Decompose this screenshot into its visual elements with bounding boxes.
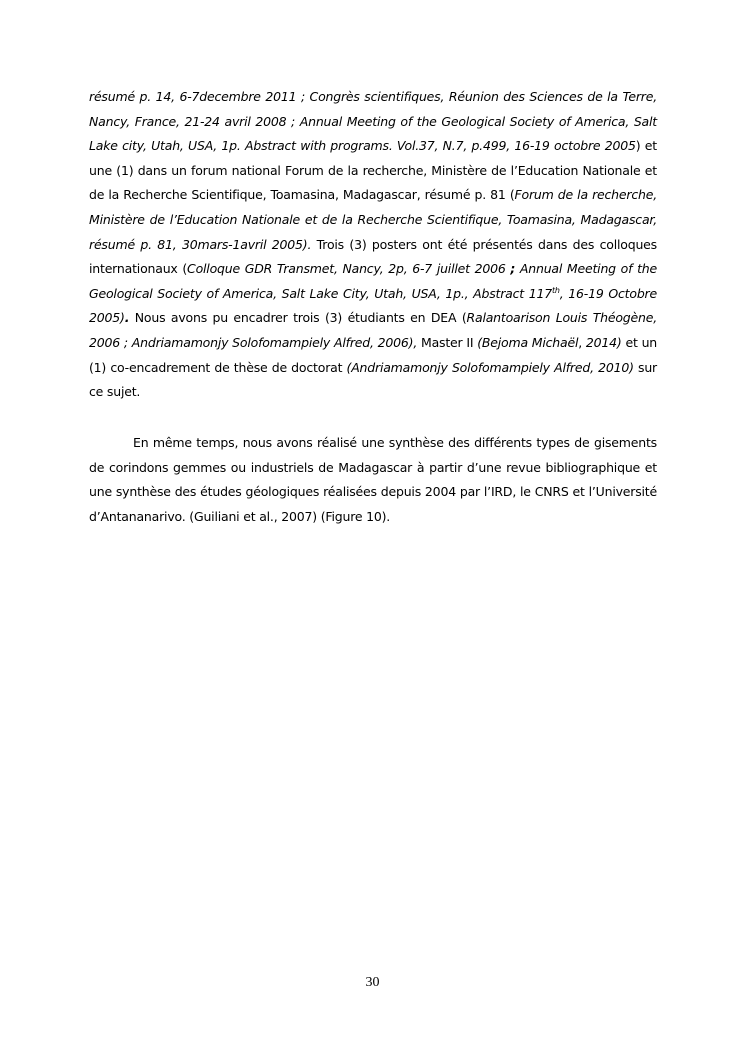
citation-text: (Bejoma Michaël <box>477 334 579 350</box>
paragraph-2: En même temps, nous avons réalisé une synthèse des différents types de gisements de corindons gemmes ou industriels de Madagascar à partir d’une revue bibliographique et une synthèse des études géologiques réalisées depuis 2004 par l’IRD, le CNRS et l’Université d’Antananarivo. (Guiliani et al., 2007) (Figure 10). <box>89 435 657 524</box>
bold-separator: . <box>124 310 130 326</box>
bold-separator: ; <box>510 261 516 277</box>
body-text: et un (1) co-encadrement de thèse de doctorat <box>89 334 658 375</box>
citation-text: , 16-19 Octobre 2005) <box>89 285 657 326</box>
body-text: sur ce sujet. <box>89 359 657 400</box>
body-text: Trois (3) posters ont été présentés dans des colloques internationaux ( <box>89 236 657 277</box>
paragraph-1 <box>89 85 657 405</box>
page-number: 30 <box>365 975 380 990</box>
superscript-text: th <box>551 285 560 295</box>
body-text: ) et une (1) dans un forum national Forum de la recherche, Ministère de l’Education Nationale et de la Recherche Scientifique, Toamasina, Madagascar, résumé p. 81 ( <box>89 138 657 203</box>
body-text: Master II <box>417 334 478 350</box>
citation-text: résumé p. 14, 6-7decembre 2011 ; Congrès scientifiques, Réunion des Sciences de la Terre, Nancy, France, 21-24 avril 2008 ; Annual Meeting of the Geological Society of America, Salt Lake city, Utah, USA, 1p. Abstract with programs. Vol.37, N.7, p.499, 16-19 octobre 2005 <box>89 89 657 154</box>
body-text: Nous avons pu encadrer trois (3) étudiants en DEA ( <box>129 310 467 326</box>
citation-text: Ralantoarison Louis Théogène, 2006 ; Andriamamonjy Solofomampiely Alfred, 2006), <box>89 310 657 350</box>
body-text: , <box>578 334 586 350</box>
citation-text: Colloque GDR Transmet, Nancy, 2p, 6-7 juillet 2006 <box>187 261 511 277</box>
citation-text: 2014) <box>585 334 622 350</box>
citation-text: Forum de la recherche, Ministère de l’Education Nationale et de la Recherche Scientifique, Toamasina, Madagascar, résumé p. 81, 30mars-1avril 2005). <box>89 187 657 252</box>
citation-text: Annual Meeting of the Geological Society of America, Salt Lake City, Utah, USA, 1p., Abstract 117 <box>89 261 657 301</box>
citation-text: (Andriamamonjy Solofomampiely Alfred, 2010) <box>346 359 634 375</box>
